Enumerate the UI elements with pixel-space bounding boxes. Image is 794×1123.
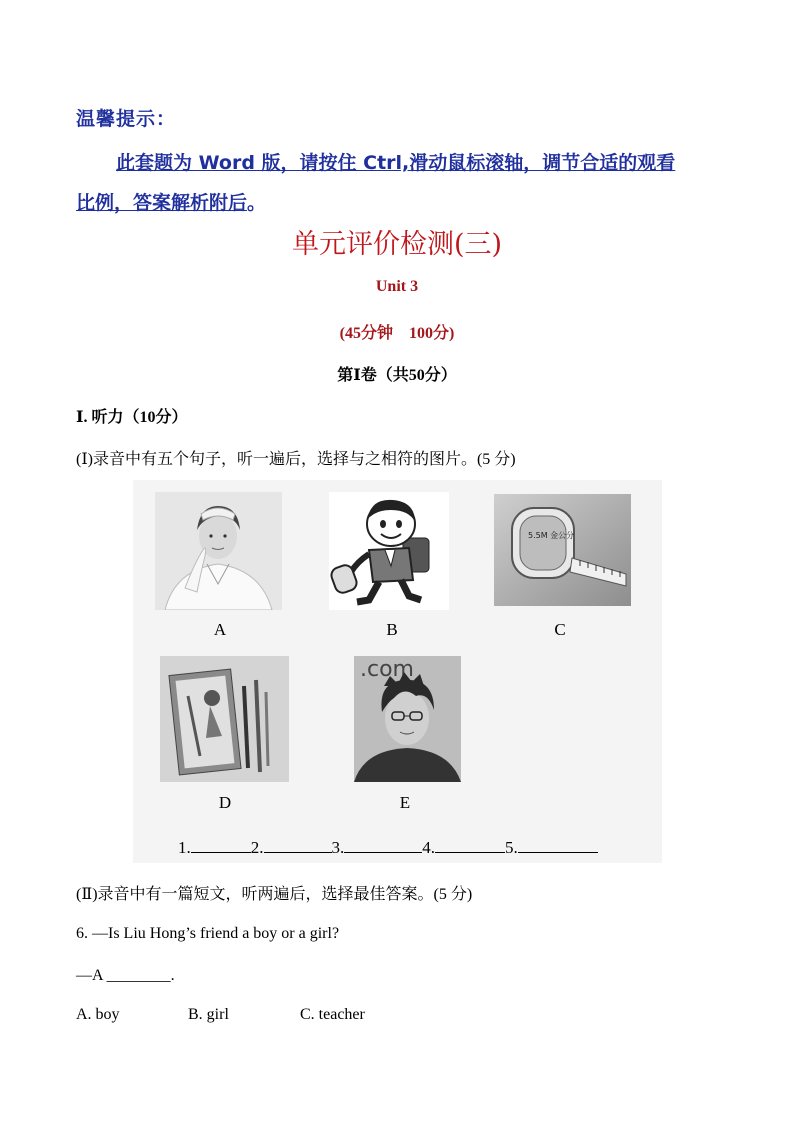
sub-instruction-2: (Ⅱ)录音中有一篇短文，听两遍后，选择最佳答案。(5 分) [76, 886, 473, 903]
tip-body [76, 143, 726, 223]
answer-blank-5[interactable] [518, 838, 598, 853]
sub-instruction-1: (Ⅰ)录音中有五个句子，听一遍后，选择与之相符的图片。(5 分) [76, 451, 516, 468]
tip-line-2-end: 。 [247, 192, 267, 214]
blank-label-4: 4. [422, 838, 435, 857]
schoolboy-cartoon [329, 492, 449, 610]
tape-measure-photo [494, 494, 631, 606]
answer-blank-2[interactable] [264, 838, 332, 853]
section-listening: Ⅰ. 听力（10分） [76, 409, 188, 426]
tape-text: 5.5M 金公分 [528, 531, 575, 540]
picture-label-c: C [554, 620, 566, 639]
tip-heading: 温馨提示： [76, 108, 177, 130]
nurse-photo [155, 492, 282, 610]
option-c[interactable]: C. teacher [300, 1006, 365, 1023]
time-score: (45分钟 100分) [339, 325, 455, 342]
option-b[interactable]: B. girl [188, 1006, 229, 1023]
answer-blank-4[interactable] [435, 838, 505, 853]
page-title: 单元评价检测(三) [291, 229, 503, 260]
pencil-box-photo [160, 656, 289, 782]
picture-label-d: D [218, 793, 232, 812]
picture-label-e: E [399, 793, 411, 812]
picture-panel [133, 480, 662, 863]
answer-blanks [178, 838, 598, 858]
picture-label-b: B [386, 620, 398, 639]
blank-label-5: 5. [505, 838, 518, 857]
picture-label-a: A [213, 620, 227, 639]
svg-text:.com: .com [360, 657, 414, 682]
answer-blank-3[interactable] [344, 838, 422, 853]
tip-line-1: 此套题为 Word 版，请按住 Ctrl,滑动鼠标滚轴，调节合适的观看 [116, 152, 676, 174]
person-photo [354, 656, 461, 782]
blank-label-2: 2. [250, 838, 264, 857]
option-a[interactable]: A. boy [76, 1006, 120, 1023]
question-6-answer: —A ________. [76, 967, 175, 984]
blank-label-3: 3. [331, 838, 345, 857]
tip-line-2: 比例，答案解析附后 [76, 192, 248, 214]
blank-label-1: 1. [178, 838, 191, 857]
unit-label: Unit 3 [375, 278, 419, 295]
part-heading: 第Ⅰ卷（共50分） [337, 367, 457, 384]
answer-blank-1[interactable] [191, 838, 251, 853]
question-6: 6. —Is Liu Hong’s friend a boy or a girl? [76, 925, 340, 942]
